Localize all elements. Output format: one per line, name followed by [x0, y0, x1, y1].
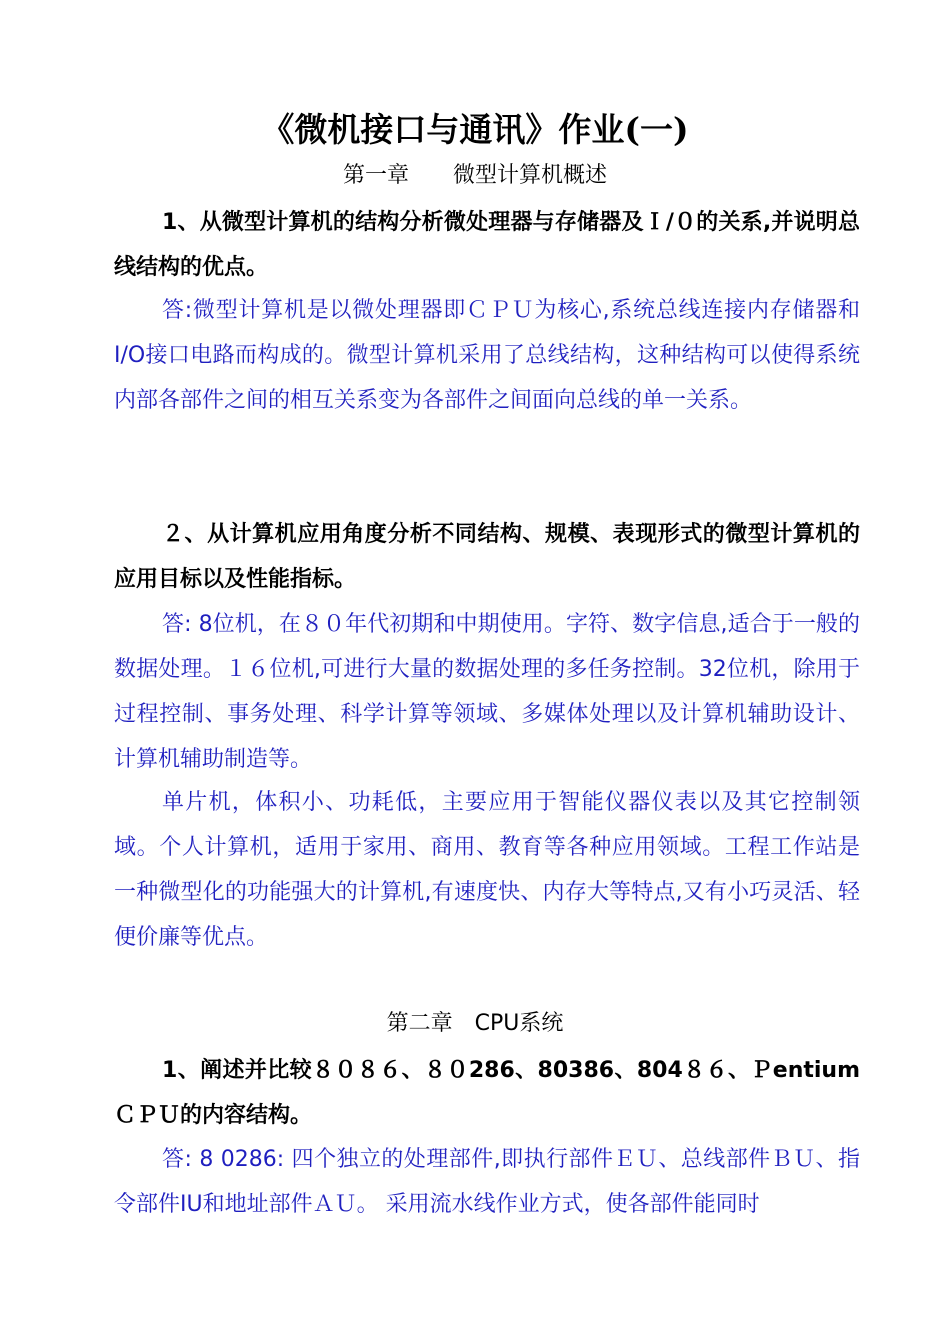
chapter-1-heading: 第一章 微型计算机概述 [342, 163, 607, 188]
chapter-1-answer-2-paragraph-1: 答: 8位机，在８０年代初期和中期使用。字符、数字信息,适合于一般的数据处理。１６位机,可进行大量的数据处理的多任务控制。32位机，除用于过程控制、事务处理、科学计算等领域、多媒体处理以及计算机辅助设计、计算机辅助制造等。 [114, 612, 860, 772]
chapter-2-answer-1: 答: 8 0286: 四个独立的处理部件,即执行部件ＥＵ、总线部件ＢＵ、指令部件IU和地址部件ＡＵ。 采用流水线作业方式，使各部件能同时 [114, 1147, 860, 1217]
chapter-1-answer-1: 答:微型计算机是以微处理器即ＣＰＵ为核心,系统总线连接内存储器和I/O接口电路而构成的。微型计算机采用了总线结构，这种结构可以使得系统内部各部件之间的相互关系变为各部件之间面向总线的单一关系。 [114, 298, 860, 413]
chapter-1-question-2: ２、从计算机应用角度分析不同结构、规模、表现形式的微型计算机的应用目标以及性能指标。 [114, 522, 860, 592]
document-title: 《微机接口与通讯》作业(一) [261, 110, 689, 149]
chapter-2-heading: 第二章 CPU系统 [386, 1011, 564, 1036]
chapter-1-question-1: 1、从微型计算机的结构分析微处理器与存储器及Ｉ/０的关系,并说明总线结构的优点。 [114, 210, 860, 280]
chapter-1-answer-2-paragraph-2: 单片机，体积小、功耗低，主要应用于智能仪器仪表以及其它控制领域。个人计算机，适用于家用、商用、教育等各种应用领域。工程工作站是一种微型化的功能强大的计算机,有速度快、内存大等特点,又有小巧灵活、轻便价廉等优点。 [114, 790, 860, 950]
chapter-2-question-1: 1、阐述并比较８０８６、８０286、80386、804８６、Ｐentium ＣＰＵ的内容结构。 [114, 1058, 860, 1128]
